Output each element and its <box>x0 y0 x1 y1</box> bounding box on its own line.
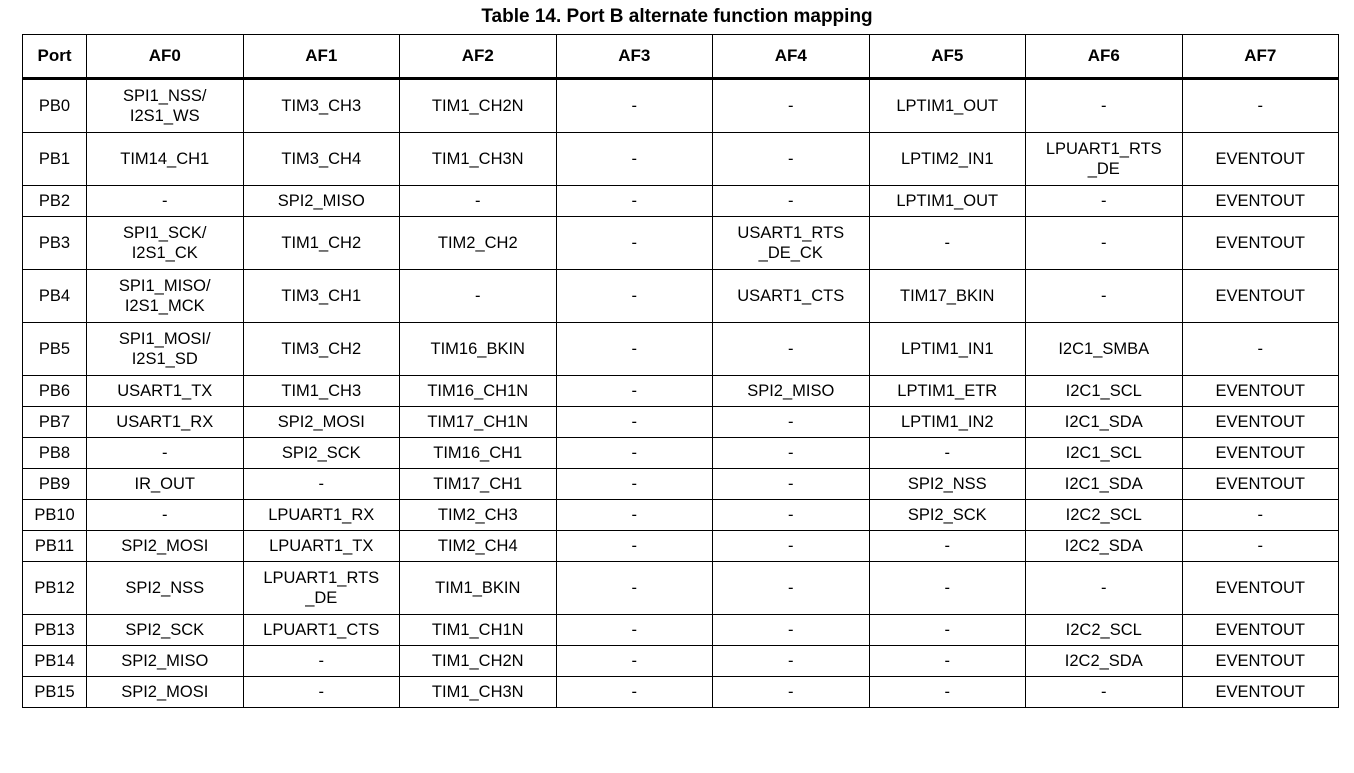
table-row <box>23 133 1339 186</box>
af-cell: SPI2_MISO <box>87 646 244 677</box>
af-cell: SPI1_MISO/ I2S1_MCK <box>87 270 244 323</box>
af-cell: TIM2_CH2 <box>400 217 557 270</box>
af-cell: TIM3_CH3 <box>243 79 400 133</box>
table-row <box>23 186 1339 217</box>
af-cell: SPI2_MOSI <box>87 531 244 562</box>
af-cell: - <box>556 376 713 407</box>
af-cell: - <box>869 646 1026 677</box>
af-cell: - <box>869 677 1026 708</box>
af-cell: - <box>400 186 557 217</box>
table-row <box>23 615 1339 646</box>
af-cell: EVENTOUT <box>1182 407 1339 438</box>
port-cell: PB14 <box>23 646 87 677</box>
af-cell: - <box>713 438 870 469</box>
af-cell: - <box>1182 500 1339 531</box>
af-cell: - <box>869 217 1026 270</box>
af-cell: LPTIM1_ETR <box>869 376 1026 407</box>
port-cell: PB13 <box>23 615 87 646</box>
af-cell: EVENTOUT <box>1182 133 1339 186</box>
port-cell: PB0 <box>23 79 87 133</box>
table-row <box>23 217 1339 270</box>
af-cell: EVENTOUT <box>1182 615 1339 646</box>
af-cell: TIM16_BKIN <box>400 323 557 376</box>
af-cell: TIM1_CH1N <box>400 615 557 646</box>
af-cell: - <box>243 469 400 500</box>
af-cell: - <box>556 469 713 500</box>
af-cell: EVENTOUT <box>1182 469 1339 500</box>
af-cell: EVENTOUT <box>1182 376 1339 407</box>
af-cell: - <box>556 79 713 133</box>
af-cell: TIM17_BKIN <box>869 270 1026 323</box>
af-cell: I2C1_SCL <box>1026 438 1183 469</box>
port-cell: PB15 <box>23 677 87 708</box>
af-cell: TIM16_CH1 <box>400 438 557 469</box>
af-cell: LPUART1_RTS _DE <box>1026 133 1183 186</box>
af-cell: SPI2_SCK <box>869 500 1026 531</box>
af-cell: TIM1_CH3N <box>400 133 557 186</box>
af-cell: - <box>556 323 713 376</box>
af-cell: - <box>869 438 1026 469</box>
af-cell: - <box>713 469 870 500</box>
af-cell: LPTIM1_IN2 <box>869 407 1026 438</box>
af-cell: TIM17_CH1 <box>400 469 557 500</box>
af-cell: TIM14_CH1 <box>87 133 244 186</box>
af-cell: - <box>87 500 244 531</box>
table-row <box>23 438 1339 469</box>
af-cell: I2C2_SCL <box>1026 500 1183 531</box>
af-cell: I2C2_SCL <box>1026 615 1183 646</box>
af-cell: I2C1_SCL <box>1026 376 1183 407</box>
af-cell: LPTIM1_IN1 <box>869 323 1026 376</box>
header-cell: AF3 <box>556 35 713 79</box>
header-cell: AF4 <box>713 35 870 79</box>
af-cell: SPI2_MOSI <box>87 677 244 708</box>
af-cell: EVENTOUT <box>1182 270 1339 323</box>
af-cell: USART1_CTS <box>713 270 870 323</box>
af-cell: TIM17_CH1N <box>400 407 557 438</box>
af-cell: EVENTOUT <box>1182 438 1339 469</box>
af-cell: - <box>400 270 557 323</box>
af-cell: - <box>243 646 400 677</box>
port-cell: PB1 <box>23 133 87 186</box>
af-cell: SPI1_MOSI/ I2S1_SD <box>87 323 244 376</box>
header-cell: AF2 <box>400 35 557 79</box>
af-cell: - <box>87 186 244 217</box>
af-cell: TIM1_CH2N <box>400 79 557 133</box>
af-cell: LPUART1_RTS _DE <box>243 562 400 615</box>
header-cell: AF5 <box>869 35 1026 79</box>
af-cell: SPI2_MISO <box>713 376 870 407</box>
af-cell: - <box>1026 562 1183 615</box>
port-cell: PB2 <box>23 186 87 217</box>
header-cell: AF0 <box>87 35 244 79</box>
af-cell: TIM1_CH2N <box>400 646 557 677</box>
table-row <box>23 407 1339 438</box>
af-cell: - <box>1026 186 1183 217</box>
af-cell: USART1_RX <box>87 407 244 438</box>
af-cell: - <box>556 270 713 323</box>
table-row <box>23 646 1339 677</box>
af-cell: LPTIM2_IN1 <box>869 133 1026 186</box>
af-cell: EVENTOUT <box>1182 217 1339 270</box>
table-row <box>23 562 1339 615</box>
af-cell: TIM1_CH3 <box>243 376 400 407</box>
af-cell: IR_OUT <box>87 469 244 500</box>
port-cell: PB3 <box>23 217 87 270</box>
af-cell: SPI2_MISO <box>243 186 400 217</box>
af-cell: - <box>869 531 1026 562</box>
af-cell: SPI2_NSS <box>869 469 1026 500</box>
table-row <box>23 531 1339 562</box>
port-cell: PB5 <box>23 323 87 376</box>
af-cell: - <box>556 407 713 438</box>
af-cell: - <box>556 615 713 646</box>
af-cell: TIM1_CH3N <box>400 677 557 708</box>
af-cell: LPTIM1_OUT <box>869 79 1026 133</box>
af-cell: TIM3_CH2 <box>243 323 400 376</box>
af-cell: - <box>556 677 713 708</box>
af-cell: EVENTOUT <box>1182 562 1339 615</box>
port-cell: PB12 <box>23 562 87 615</box>
table-caption: Table 14. Port B alternate function mapping <box>481 6 873 27</box>
port-cell: PB9 <box>23 469 87 500</box>
af-cell: EVENTOUT <box>1182 646 1339 677</box>
header-cell: Port <box>23 35 87 79</box>
table-row <box>23 376 1339 407</box>
port-cell: PB4 <box>23 270 87 323</box>
header-cell: AF7 <box>1182 35 1339 79</box>
af-cell: - <box>556 186 713 217</box>
af-cell: - <box>713 133 870 186</box>
af-cell: - <box>556 562 713 615</box>
af-cell: USART1_TX <box>87 376 244 407</box>
af-cell: - <box>556 531 713 562</box>
port-cell: PB6 <box>23 376 87 407</box>
af-cell: LPUART1_TX <box>243 531 400 562</box>
af-cell: SPI2_MOSI <box>243 407 400 438</box>
af-cell: TIM16_CH1N <box>400 376 557 407</box>
header-row <box>23 35 1339 79</box>
af-cell: - <box>713 562 870 615</box>
af-cell: LPUART1_CTS <box>243 615 400 646</box>
af-cell: - <box>713 500 870 531</box>
af-cell: I2C1_SMBA <box>1026 323 1183 376</box>
af-cell: TIM1_BKIN <box>400 562 557 615</box>
af-cell: I2C2_SDA <box>1026 646 1183 677</box>
af-cell: - <box>1182 79 1339 133</box>
af-cell: - <box>556 438 713 469</box>
af-cell: - <box>1026 270 1183 323</box>
table-row <box>23 677 1339 708</box>
table-row <box>23 500 1339 531</box>
af-cell: - <box>713 531 870 562</box>
af-cell: - <box>556 646 713 677</box>
af-cell: SPI2_SCK <box>87 615 244 646</box>
table-row <box>23 79 1339 133</box>
af-cell: EVENTOUT <box>1182 677 1339 708</box>
af-cell: TIM1_CH2 <box>243 217 400 270</box>
table-row <box>23 323 1339 376</box>
af-cell: SPI2_SCK <box>243 438 400 469</box>
af-cell: - <box>869 615 1026 646</box>
af-cell: - <box>1026 217 1183 270</box>
af-cell: - <box>87 438 244 469</box>
port-b-af-table <box>22 34 1339 708</box>
header-cell: AF1 <box>243 35 400 79</box>
af-cell: - <box>869 562 1026 615</box>
af-cell: - <box>1182 323 1339 376</box>
af-cell: SPI2_NSS <box>87 562 244 615</box>
af-cell: TIM3_CH4 <box>243 133 400 186</box>
af-cell: - <box>713 646 870 677</box>
af-cell: EVENTOUT <box>1182 186 1339 217</box>
af-cell: TIM2_CH3 <box>400 500 557 531</box>
af-cell: I2C1_SDA <box>1026 407 1183 438</box>
af-cell: - <box>243 677 400 708</box>
af-cell: - <box>556 500 713 531</box>
table-body <box>23 79 1339 708</box>
port-cell: PB10 <box>23 500 87 531</box>
af-cell: - <box>1026 677 1183 708</box>
af-cell: SPI1_NSS/ I2S1_WS <box>87 79 244 133</box>
af-cell: - <box>713 79 870 133</box>
table-row <box>23 270 1339 323</box>
af-cell: TIM3_CH1 <box>243 270 400 323</box>
af-cell: - <box>713 323 870 376</box>
port-cell: PB7 <box>23 407 87 438</box>
af-cell: LPTIM1_OUT <box>869 186 1026 217</box>
af-cell: - <box>556 217 713 270</box>
af-cell: - <box>713 677 870 708</box>
table-row <box>23 469 1339 500</box>
af-cell: SPI1_SCK/ I2S1_CK <box>87 217 244 270</box>
af-cell: - <box>713 186 870 217</box>
af-cell: I2C1_SDA <box>1026 469 1183 500</box>
port-cell: PB8 <box>23 438 87 469</box>
af-cell: I2C2_SDA <box>1026 531 1183 562</box>
af-cell: - <box>713 407 870 438</box>
header-cell: AF6 <box>1026 35 1183 79</box>
af-cell: USART1_RTS _DE_CK <box>713 217 870 270</box>
af-cell: - <box>1026 79 1183 133</box>
af-cell: TIM2_CH4 <box>400 531 557 562</box>
af-cell: - <box>1182 531 1339 562</box>
af-cell: LPUART1_RX <box>243 500 400 531</box>
port-cell: PB11 <box>23 531 87 562</box>
af-cell: - <box>713 615 870 646</box>
af-cell: - <box>556 133 713 186</box>
